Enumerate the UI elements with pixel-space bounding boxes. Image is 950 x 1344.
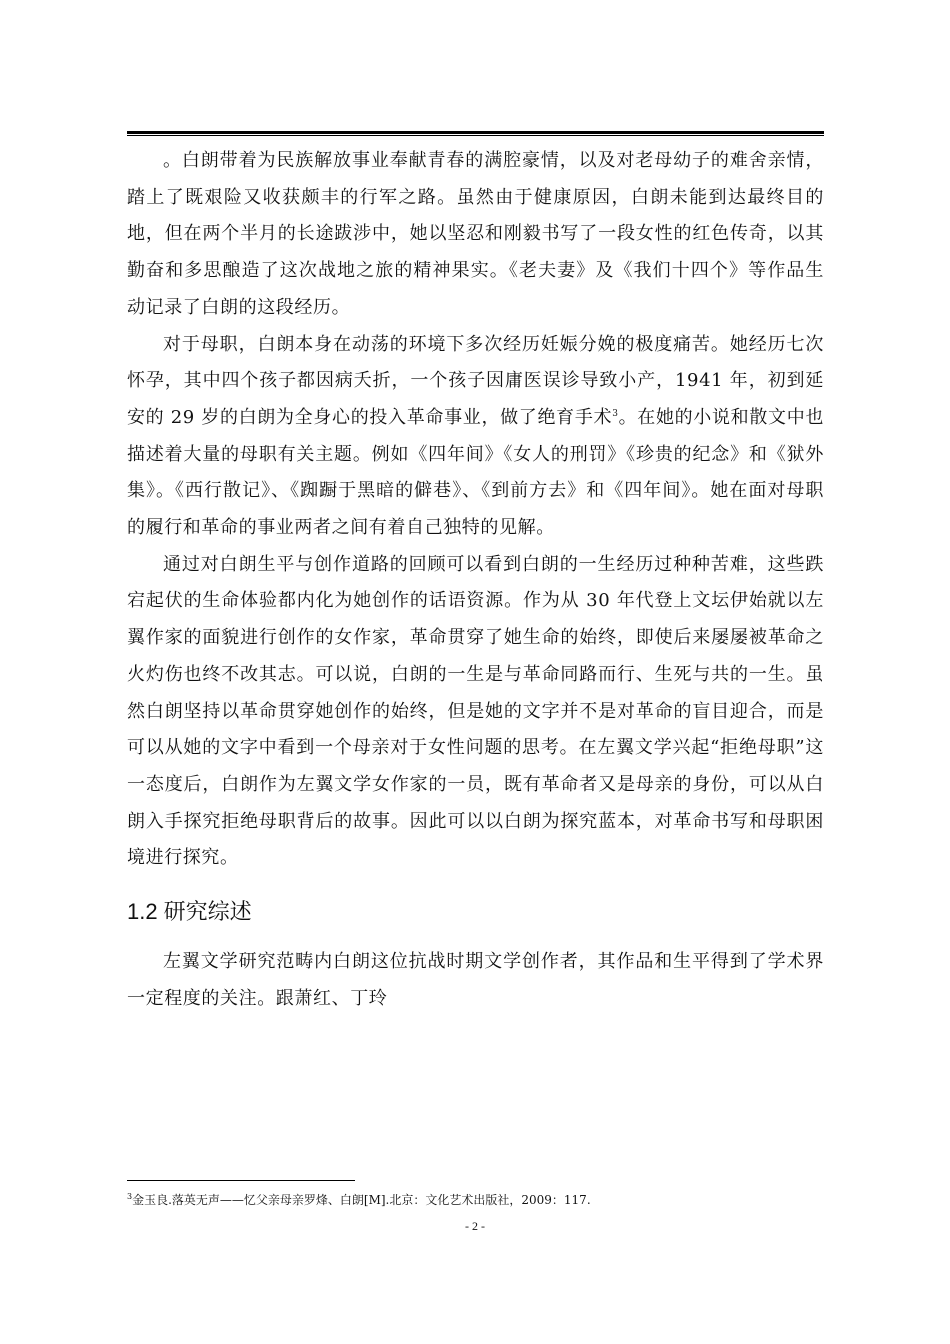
section-heading [127, 897, 824, 928]
footnote-separator [127, 1180, 355, 1181]
footnote-text: 金玉良.落英无声——忆父亲母亲罗烽、白朗[M].北京：文化艺术出版社，2009：117. [132, 1193, 591, 1207]
header-rule-thick [127, 131, 824, 134]
section-paragraph: 左翼文学研究范畴内白朗这位抗战时期文学创作者，其作品和生平得到了学术界一定程度的关注。跟萧红、丁玲 [127, 951, 824, 1009]
header-rule-thin [127, 135, 824, 136]
paragraph-2-text-before: 对于母职，白朗本身在动荡的环境下多次经历妊娠分娩的极度痛苦。她经历七次怀孕，其中四个孩子都因病夭折，一个孩子因庸医误诊导致小产，1941 年，初到延安的 29 岁的白朗为全身心的投入革命事业，做了绝育手术 [127, 333, 824, 428]
footnote-mark: 3 [127, 1192, 133, 1201]
page-number: - 2 - [465, 1219, 485, 1233]
paragraph-1: 。白朗带着为民族解放事业奉献青春的满腔豪情，以及对老母幼子的难舍亲情，踏上了既艰险又收获颇丰的行军之路。虽然由于健康原因，白朗未能到达最终目的地，但在两个半月的长途跋涉中，她以坚忍和刚毅书写了一段女性的红色传奇，以其勤奋和多思酿造了这次战地之旅的精神果实。《老夫妻》及《我们十四个》等作品生动记录了白朗的这段经历。 [127, 150, 824, 318]
paragraph-2-text-after: 。在她的小说和散文中也描述着大量的母职有关主题。例如《四年间》《女人的刑罚》《珍贵的纪念》和《狱外集》。《西行散记》、《踟蹰于黑暗的僻巷》、《到前方去》和《四年间》。她在面对母职的履行和革命的事业两者之间有着自己独特的见解。 [127, 406, 824, 539]
footnote [127, 1192, 824, 1208]
body-text [127, 143, 824, 1017]
paragraph-2 [127, 327, 824, 547]
paragraph-3: 通过对白朗生平与创作道路的回顾可以看到白朗的一生经历过种种苦难，这些跌宕起伏的生命体验都内化为她创作的话语资源。作为从 30 年代登上文坛伊始就以左翼作家的面貌进行创作的女作家，革命贯穿了她生命的始终，即使后来屡屡被革命之火灼伤也终不改其志。可以说，白朗的一生是与革命同路而行、生死与共的一生。虽然白朗坚持以革命贯穿她创作的始终，但是她的文字并不是对革命的盲目迎合，而是可以从她的文字中看到一个母亲对于女性问题的思考。在左翼文学兴起“拒绝母职”这一态度后，白朗作为左翼文学女作家的一员，既有革命者又是母亲的身份，可以从白朗入手探究拒绝母职背后的故事。因此可以以白朗为探究蓝本，对革命书写和母职困境进行探究。 [127, 553, 824, 869]
section-title: 研究综述 [163, 900, 252, 926]
footnote-reference[interactable]: 3 [612, 408, 619, 419]
header-rule [127, 131, 824, 136]
section-number: 1.2 [127, 899, 158, 925]
